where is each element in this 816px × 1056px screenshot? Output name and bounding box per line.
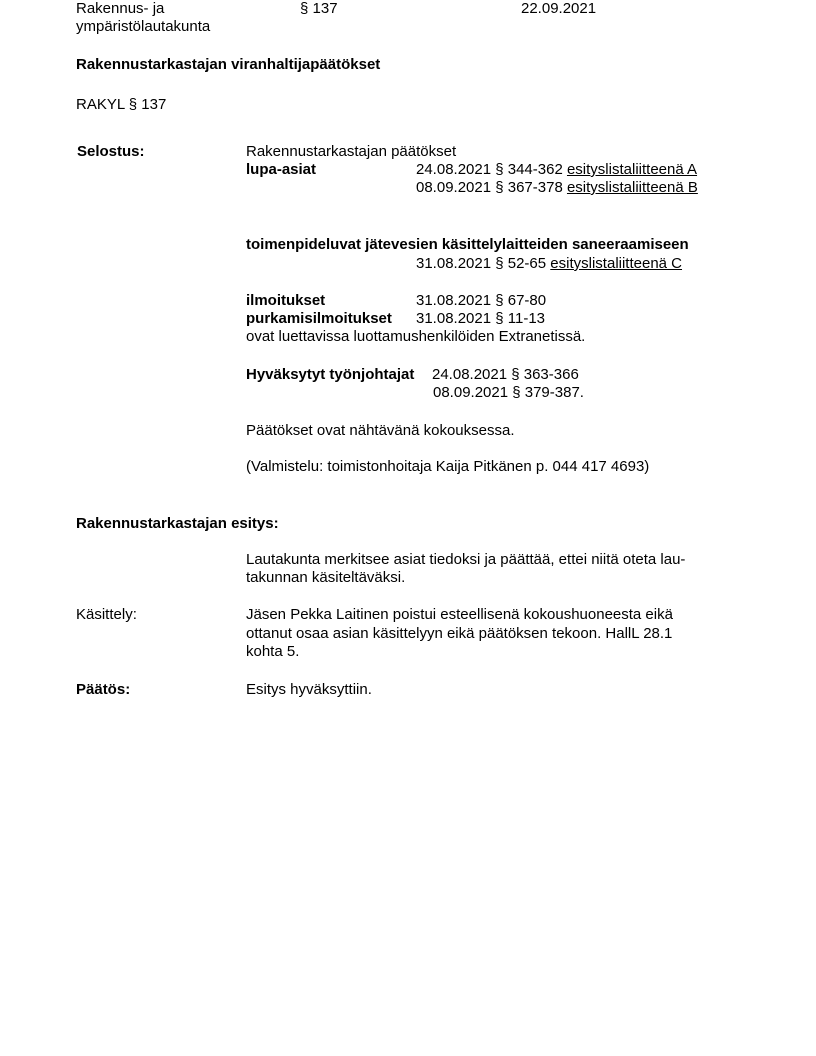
lupa-asiat-label: lupa-asiat	[246, 161, 317, 178]
purkamisilmoitukset-label: purkamisilmoitukset	[246, 310, 392, 327]
toimenpideluvat-row	[416, 255, 682, 273]
ilmoitukset-label: ilmoitukset	[246, 292, 326, 309]
section-number: § 137	[300, 0, 338, 17]
esitys-text-line1: Lautakunta merkitsee asiat tiedoksi ja päättää, ettei niitä oteta lau-	[246, 551, 686, 568]
valmistelu-note: (Valmistelu: toimistonhoitaja Kaija Pitkänen p. 044 417 4693)	[246, 458, 650, 475]
tyonjohtajat-label: Hyväksytyt työnjohtajat	[246, 366, 415, 383]
kasittely-text-line3: kohta 5.	[246, 643, 300, 660]
kasittely-text-line2: ottanut osaa asian käsittelyyn eikä päätöksen tekoon. HallL 28.1	[246, 625, 673, 642]
paatos-text: Esitys hyväksyttiin.	[246, 681, 372, 698]
selostus-label: Selostus:	[77, 143, 145, 160]
committee-name-line2: ympäristölautakunta	[76, 18, 211, 35]
ilmoitukset-value: 31.08.2021 § 67-80	[416, 292, 547, 309]
purkamisilmoitukset-value: 31.08.2021 § 11-13	[416, 310, 546, 327]
tyonjohtajat-value-1: 24.08.2021 § 363-366	[432, 366, 579, 383]
lupa-asiat-row-1-text: 24.08.2021 § 344-362	[416, 161, 567, 178]
extranet-note: ovat luettavissa luottamushenkilöiden Extranetissä.	[246, 328, 586, 345]
lupa-asiat-row-2	[416, 179, 698, 197]
nahtavana-note: Päätökset ovat nähtävänä kokouksessa.	[246, 422, 515, 439]
document-title: Rakennustarkastajan viranhaltijapäätökset	[76, 56, 381, 73]
lupa-asiat-row-2-text: 08.09.2021 § 367-378	[416, 179, 567, 196]
attachment-link-b[interactable]: esityslistaliitteenä B	[566, 179, 698, 196]
attachment-link-a[interactable]: esityslistaliitteenä A	[566, 161, 698, 178]
tyonjohtajat-value-2: 08.09.2021 § 379-387.	[433, 384, 584, 401]
toimenpideluvat-row-text: 31.08.2021 § 52-65	[416, 255, 551, 272]
esitys-text-line2: takunnan käsiteltäväksi.	[246, 569, 406, 586]
committee-name-line1: Rakennus- ja	[76, 0, 165, 17]
document-reference: RAKYL § 137	[76, 96, 167, 113]
meeting-date: 22.09.2021	[521, 0, 597, 17]
attachment-link-c[interactable]: esityslistaliitteenä C	[550, 255, 683, 272]
lupa-asiat-row-1	[416, 161, 697, 179]
kasittely-text-line1: Jäsen Pekka Laitinen poistui esteellisenä kokoushuoneesta eikä	[246, 606, 673, 623]
selostus-intro: Rakennustarkastajan päätökset	[246, 143, 457, 160]
esitys-heading: Rakennustarkastajan esitys:	[76, 515, 279, 532]
toimenpideluvat-label: toimenpideluvat jätevesien käsittelylaitteiden saneeraamiseen	[246, 236, 689, 253]
paatos-label: Päätös:	[76, 681, 131, 698]
kasittely-label: Käsittely:	[76, 606, 137, 623]
